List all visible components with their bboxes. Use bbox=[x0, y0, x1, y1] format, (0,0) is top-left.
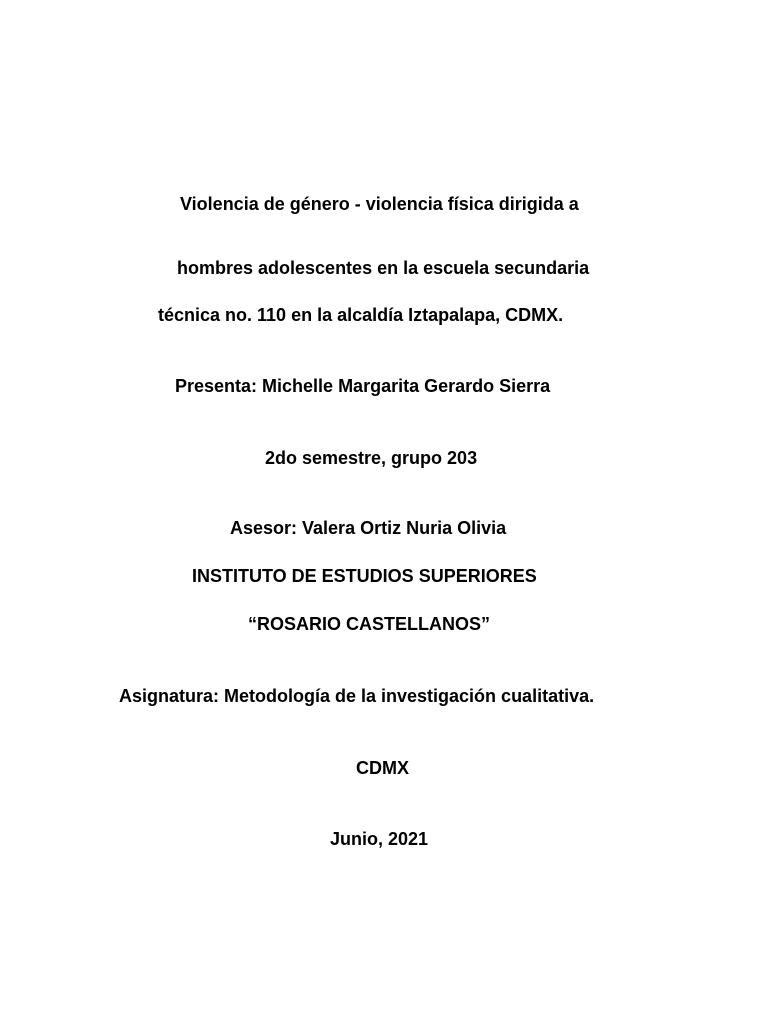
title-line-1: Violencia de género - violencia física dirigida a bbox=[180, 194, 579, 214]
date-line: Junio, 2021 bbox=[330, 829, 429, 849]
institution-name-line-2: “ROSARIO CASTELLANOS” bbox=[248, 614, 491, 634]
title-line-2: hombres adolescentes en la escuela secundaria bbox=[177, 258, 590, 278]
advisor-line: Asesor: Valera Ortiz Nuria Olivia bbox=[230, 518, 507, 538]
institution-name-line-1: INSTITUTO DE ESTUDIOS SUPERIORES bbox=[192, 566, 537, 586]
city-line: CDMX bbox=[356, 758, 409, 778]
semester-line: 2do semestre, grupo 203 bbox=[265, 448, 478, 468]
title-line-3: técnica no. 110 en la alcaldía Iztapalapa, CDMX. bbox=[158, 305, 564, 325]
presenter-line: Presenta: Michelle Margarita Gerardo Sierra bbox=[175, 376, 551, 396]
subject-line: Asignatura: Metodología de la investigación cualitativa. bbox=[119, 686, 595, 706]
